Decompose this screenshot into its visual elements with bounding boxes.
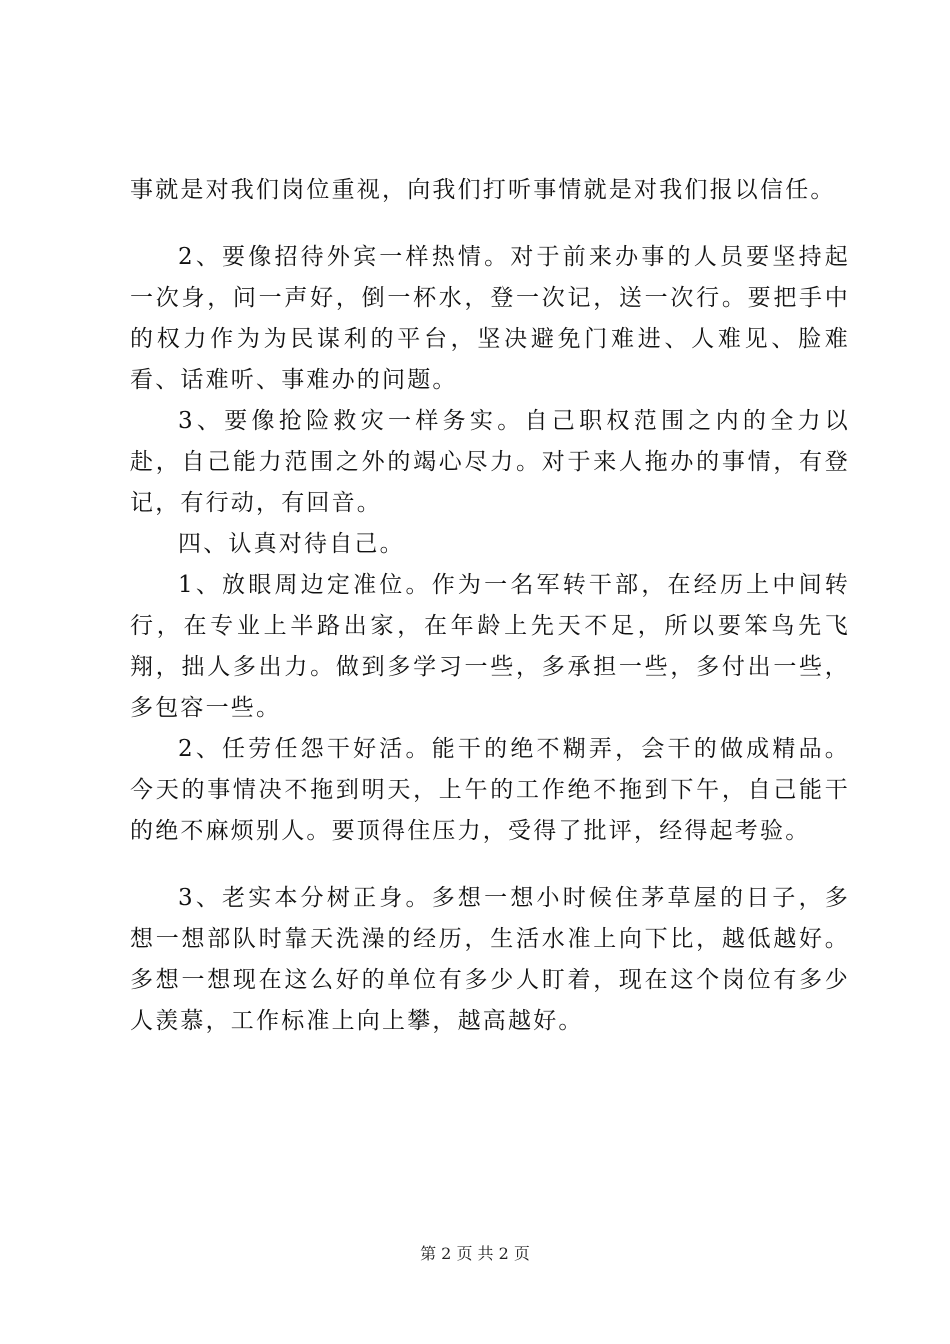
paragraph-6: 2、任劳任怨干好活。能干的绝不糊弄，会干的做成精品。今天的事情决不拖到明天，上午的工作绝不拖到下午，自己能干的绝不麻烦别人。要顶得住压力，受得了批评，经得起考验。 bbox=[130, 736, 850, 844]
paragraph-3: 3、要像抢险救灾一样务实。自己职权范围之内的全力以赴，自己能力范围之外的竭心尽力。对于来人拖办的事情，有登记，有行动，有回音。 bbox=[130, 408, 850, 516]
paragraph-7: 3、老实本分树正身。多想一想小时候住茅草屋的日子，多想一想部队时靠天洗澡的经历，生活水准上向下比，越低越好。多想一想现在这么好的单位有多少人盯着，现在这个岗位有多少人羡慕，工作标准上向上攀，越高越好。 bbox=[130, 885, 850, 1034]
document-body bbox=[130, 170, 850, 1042]
paragraph-2: 2、要像招待外宾一样热情。对于前来办事的人员要坚持起一次身，问一声好，倒一杯水，登一次记，送一次行。要把手中的权力作为为民谋利的平台，坚决避免门难进、人难见、脸难看、话难听、事难办的问题。 bbox=[130, 244, 850, 393]
page-footer: 第 2 页 共 2 页 bbox=[420, 1244, 530, 1263]
section-heading: 四、认真对待自己。 bbox=[178, 531, 405, 557]
paragraph-1: 事就是对我们岗位重视，向我们打听事情就是对我们报以信任。 bbox=[130, 177, 836, 203]
paragraph-5: 1、放眼周边定准位。作为一名军转干部，在经历上中间转行，在专业上半路出家，在年龄上先天不足，所以要笨鸟先飞翔，拙人多出力。做到多学习一些，多承担一些，多付出一些，多包容一些。 bbox=[130, 572, 850, 721]
